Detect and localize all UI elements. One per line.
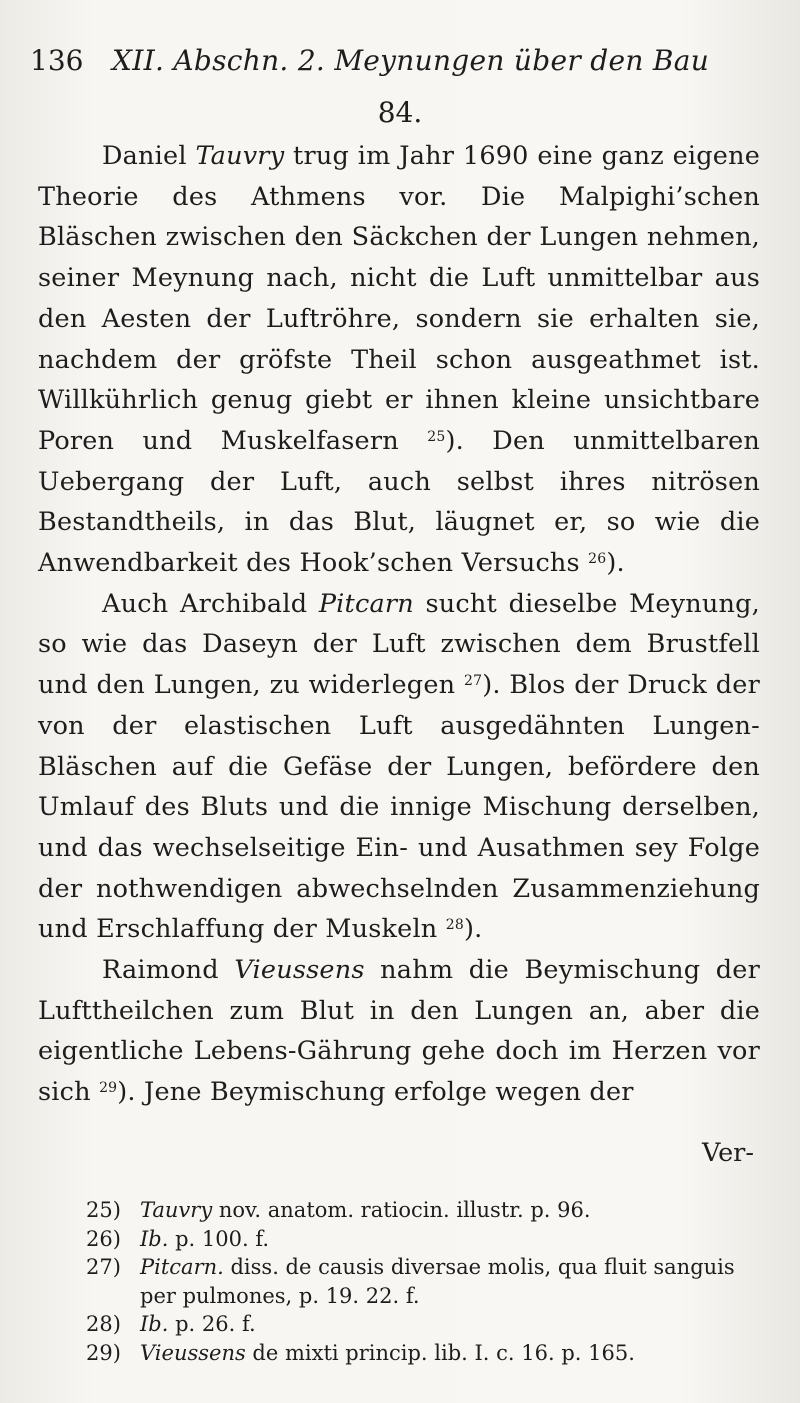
footnote-number: 28) xyxy=(86,1312,121,1337)
text-segment: Daniel xyxy=(102,141,196,171)
footnote xyxy=(86,1339,766,1368)
italic-name: Pitcarn xyxy=(318,588,414,619)
italic-name: Tauvry xyxy=(140,1198,213,1222)
page-number: 136 xyxy=(30,44,84,77)
italic-name: Pitcarn. xyxy=(140,1255,224,1280)
text-segment: trug im Jahr 1690 eine ganz eigene Theorie des Athmens vor. Die Malpighi’schen Bläschen zwischen den Säckchen der Lungen nehmen, seiner Meynung nach, nicht die Luft unmittelbar aus den Aesten der Luftröhre, sondern sie erhalten sie, nachdem der gröfste Theil schon ausgeathmet ist. Willkührlich genug giebt er ihnen kleine unsichtbare Poren und Muskelfasern xyxy=(38,141,760,456)
text-segment: nov. anatom. ratiocin. illustr. p. 96. xyxy=(212,1198,591,1222)
paragraph xyxy=(38,950,760,1113)
section-number: 84. xyxy=(377,96,423,129)
footnote-reference: 29 xyxy=(99,1080,118,1097)
italic-name: Vieussens xyxy=(234,955,365,986)
text-segment: de mixti princip. lib. I. c. 16. p. 165. xyxy=(245,1340,635,1365)
footnote-reference: 27 xyxy=(464,673,483,690)
text-segment: ). Jene Beymischung erfolge wegen der xyxy=(117,1077,634,1108)
footnote xyxy=(86,1253,766,1310)
text-segment: ). xyxy=(606,548,625,579)
footnote-number: 26) xyxy=(86,1226,121,1251)
text-segment: diss. de causis diversae molis, qua fluit sanguis per pulmones, p. 19. 22. f. xyxy=(140,1255,735,1308)
italic-name: Tauvry xyxy=(195,141,285,171)
paragraph xyxy=(38,584,760,950)
footnote xyxy=(86,1310,766,1339)
paragraph xyxy=(38,136,760,584)
footnote-number: 27) xyxy=(86,1255,121,1280)
text-segment: ). Den unmittelbaren Uebergang der Luft, auch selbst ihres nitrösen Bestandtheils, in das Blut, läugnet er, so wie die Anwendbarkeit des Hook’schen Versuchs xyxy=(38,425,760,579)
text-segment: p. 26. f. xyxy=(168,1312,256,1337)
text-segment: sucht dieselbe Meynung, so wie das Daseyn der Luft zwischen dem Brustfell und den Lungen, zu widerlegen xyxy=(38,588,760,701)
footnote xyxy=(86,1196,766,1225)
italic-name: Ib. xyxy=(140,1312,169,1337)
text-segment: nahm die Beymischung der Lufttheilchen zum Blut in den Lungen an, aber die eigentliche Lebens-Gährung gehe doch im Herzen vor sich xyxy=(38,955,760,1108)
text-segment: ). Blos der Druck der von der elastischen Luft ausgedähnten Lungen-Bläschen auf die Gefäse der Lungen, befördere den Umlauf des Bluts und die innige Mischung derselben, und das wechselseitige Ein- und Ausathmen sey Folge der nothwendigen abwechselnden Zusammenziehung und Erschlaffung der Muskeln xyxy=(38,670,760,945)
footnote-reference: 28 xyxy=(445,917,464,934)
italic-name: Ib. xyxy=(140,1226,169,1251)
running-title: XII. Abschn. 2. Meynungen über den Bau xyxy=(112,44,710,77)
footnotes xyxy=(86,1196,766,1368)
italic-name: Vieussens xyxy=(140,1340,246,1365)
catchword: Ver- xyxy=(702,1138,754,1168)
footnote xyxy=(86,1225,766,1254)
text-segment: p. 100. f. xyxy=(168,1226,270,1251)
text-segment: ). xyxy=(463,914,483,945)
text-segment: Auch Archibald xyxy=(102,588,319,619)
footnote-reference: 26 xyxy=(588,551,607,568)
page-header xyxy=(30,40,750,84)
footnote-number: 29) xyxy=(86,1340,121,1365)
body-text xyxy=(38,136,760,1113)
text-segment: Raimond xyxy=(102,955,235,986)
footnote-reference: 25 xyxy=(427,428,446,445)
footnote-number: 25) xyxy=(86,1198,121,1222)
